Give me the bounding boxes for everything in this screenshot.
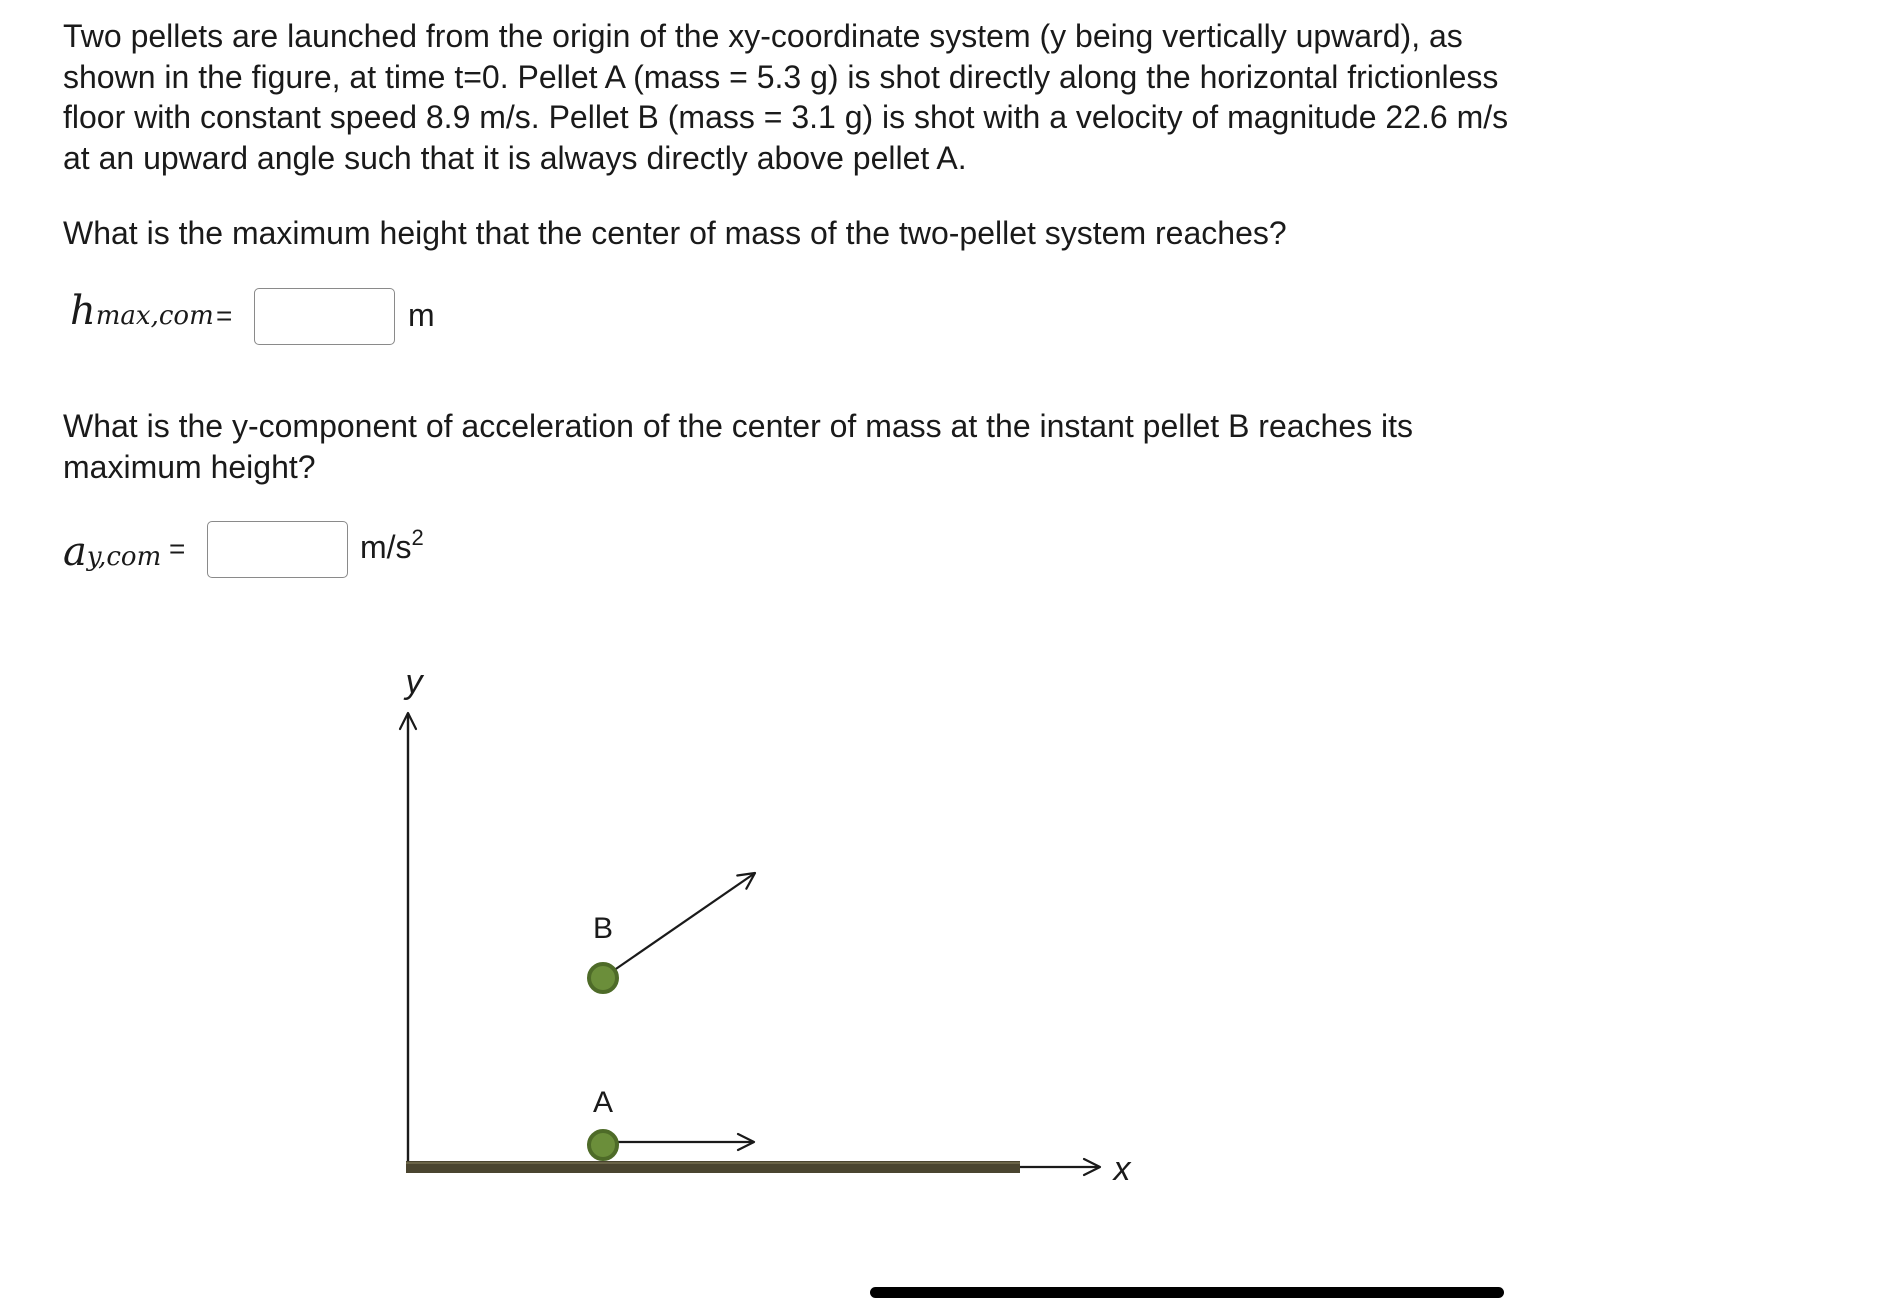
question-2-prompt: What is the y-component of acceleration of the center of mass at the instant pellet B reaches its maximum height? [63, 408, 1414, 485]
equals-sign: = [216, 300, 233, 331]
aycom-answer-input[interactable] [207, 521, 348, 578]
hmax-answer-input[interactable] [254, 288, 395, 345]
hmax-unit: m [408, 297, 435, 333]
home-indicator-bar[interactable] [870, 1287, 1504, 1298]
y-axis-label: y [405, 663, 423, 701]
pellet-b-label: B [592, 912, 614, 945]
pellet-a [589, 1131, 617, 1159]
aycom-variable-label: ay,com [63, 529, 162, 575]
problem-statement: Two pellets are launched from the origin of the xy-coordinate system (y being vertically upward), as shown in the figure, at time t=0. Pellet A (mass = 5.3 g) is shot directly along the horizontal frictionless floor with constant speed 8.9 m/s. Pellet B (mass = 3.1 g) is shot with a velocity of magnitude 22.6 m/s at an upward angle such that it is always directly above pellet A. [63, 18, 1509, 176]
answer-row-aycom [63, 521, 463, 581]
pellet-b-velocity-arrow [610, 873, 755, 973]
pellet-b [589, 964, 617, 992]
aycom-unit: $m/s^2$ [360, 525, 424, 565]
pellet-a-label: A [592, 1086, 614, 1119]
question-1-prompt: What is the maximum height that the center of mass of the two-pellet system reaches? [63, 215, 1287, 251]
hmax-variable-label: hmax,com [70, 288, 214, 334]
answer-row-hmax [70, 288, 490, 348]
x-axis-label: x [1113, 1150, 1131, 1188]
equals-sign: = [169, 533, 186, 564]
pellet-launch-figure [380, 655, 1160, 1215]
